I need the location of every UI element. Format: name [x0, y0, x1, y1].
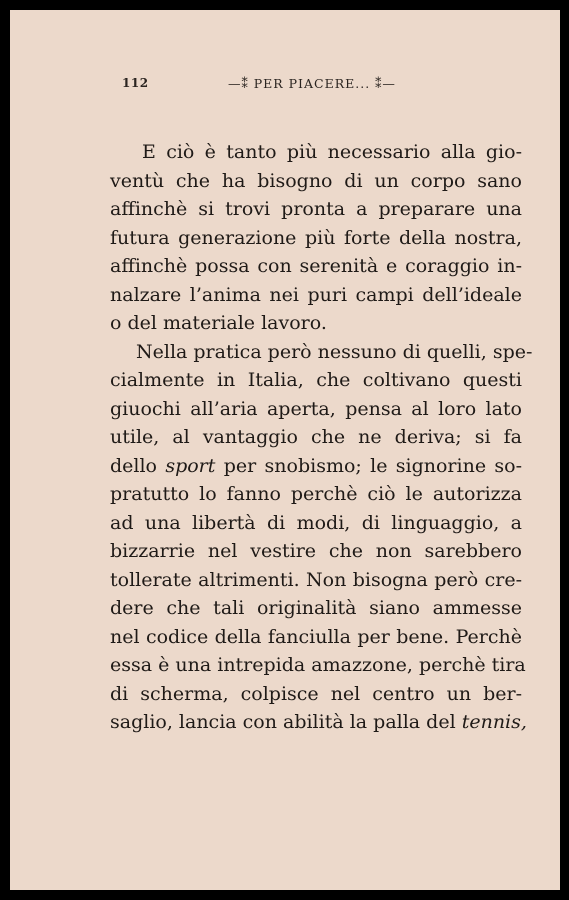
text-line: cialmente in Italia, che coltivano questi [110, 369, 522, 391]
text-line: utile, al vantaggio che ne deriva; si fa [110, 426, 522, 448]
text-line: nel codice della fanciulla per bene. Perchè [110, 625, 522, 648]
book-page [10, 10, 560, 890]
text-line: ventù che ha bisogno di un corpo sano [110, 169, 522, 192]
running-title: —⁑ PER PIACERE... ⁑— [228, 76, 396, 91]
text-fragment: saglio, lancia con abilità la palla del [110, 711, 456, 733]
text-fragment: per snobismo; le signorine so- [223, 454, 523, 477]
text-line: ad una libertà di modi, di linguaggio, a [110, 511, 522, 534]
text-line: nalzare l’anima nei puri campi dell’ideale [110, 283, 522, 306]
italic-word: tennis, [461, 711, 527, 733]
text-line: Nella pratica però nessuno di quelli, spe- [136, 340, 533, 363]
text-line: affinchè si trovi pronta a preparare una [110, 198, 522, 220]
text-line: E ciò è tanto più necessario alla gio- [142, 141, 522, 163]
text-line: essa è una intrepida amazzone, perchè tira [110, 654, 526, 676]
text-line-mixed [110, 452, 522, 481]
text-line: o del materiale lavoro. [110, 312, 327, 334]
text-line: bizzarrie nel vestire che non sarebbero [110, 540, 522, 562]
text-line-mixed [110, 708, 527, 737]
text-line: pratutto lo fanno perchè ciò le autorizza [110, 483, 522, 505]
text-line: di scherma, colpisce nel centro un ber- [110, 682, 522, 705]
running-head [10, 76, 560, 96]
body-text [110, 138, 533, 737]
page-number: 112 [122, 76, 149, 90]
text-line: affinchè possa con serenità e coraggio in- [110, 255, 522, 277]
text-line: futura generazione più forte della nostra, [110, 226, 522, 249]
text-fragment: dello [110, 454, 157, 477]
text-line: tollerate altrimenti. Non bisogna però cre- [110, 568, 522, 591]
text-line: giuochi all’aria aperta, pensa al loro lato [110, 397, 522, 420]
text-line: dere che tali originalità siano ammesse [110, 597, 522, 619]
italic-word: sport [165, 454, 216, 477]
